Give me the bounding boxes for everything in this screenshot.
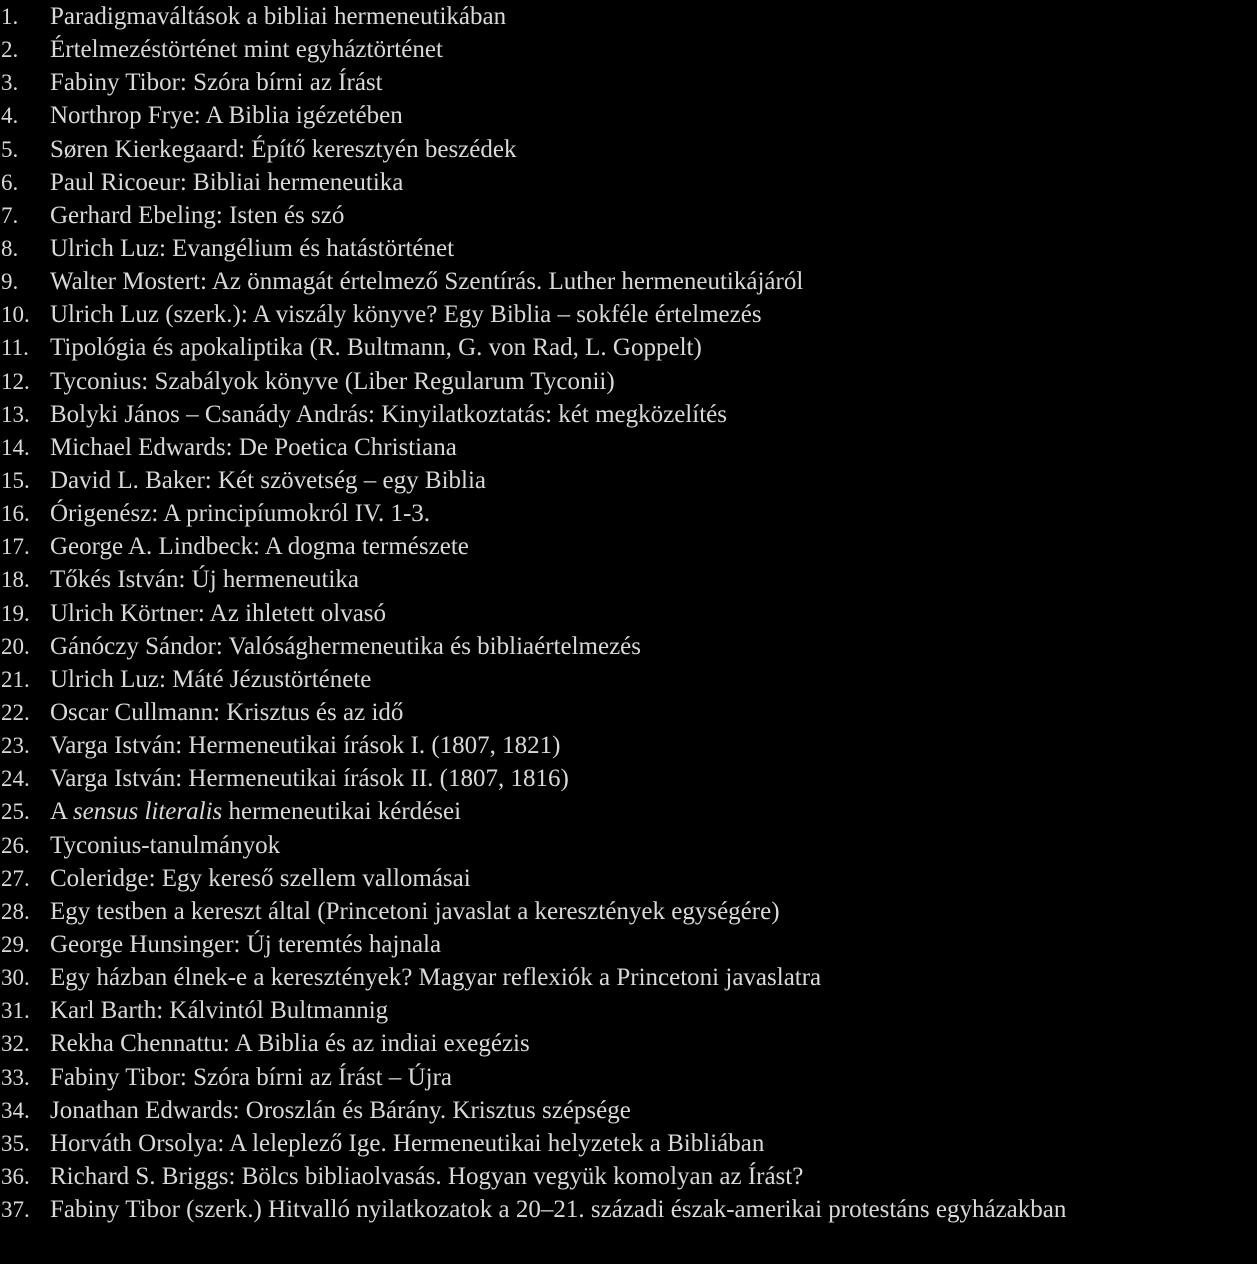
item-number: 11. <box>1 335 29 361</box>
item-title: Fabiny Tibor: Szóra bírni az Írást <box>50 69 383 97</box>
item-number: 22. <box>1 699 30 725</box>
item-number: 7. <box>1 202 19 228</box>
item-number: 27. <box>1 865 30 891</box>
item-title: Rekha Chennattu: A Biblia és az indiai exegézis <box>50 1030 530 1058</box>
item-number: 6. <box>1 169 19 195</box>
item-title: Fabiny Tibor (szerk.) Hitvalló nyilatkozatok a 20–21. századi észak-amerikai protestáns egyházakban <box>50 1196 1067 1224</box>
item-title: Ulrich Luz (szerk.): A viszály könyve? Egy Biblia – sokféle értelmezés <box>50 301 762 329</box>
item-number: 5. <box>1 136 19 162</box>
item-title: Varga István: Hermeneutikai írások II. (1807, 1816) <box>50 765 569 793</box>
item-number: 3. <box>1 70 19 96</box>
item-title: Paradigmaváltások a bibliai hermeneutikában <box>50 3 507 30</box>
item-title-prefix: A <box>50 798 73 826</box>
item-number: 8. <box>1 235 19 261</box>
item-title: Egy házban élnek-e a keresztények? Magyar reflexiók a Princetoni javaslatra <box>50 964 822 992</box>
item-title <box>50 795 461 828</box>
item-number: 12. <box>1 368 30 394</box>
item-number: 4. <box>1 103 19 129</box>
item-title-suffix: hermeneutikai kérdései <box>222 798 462 826</box>
item-number: 31. <box>1 998 30 1024</box>
item-title-italic: sensus literalis <box>72 798 223 826</box>
item-number: 28. <box>1 898 30 924</box>
item-title: Ulrich Körtner: Az ihletett olvasó <box>50 599 387 627</box>
item-number: 16. <box>1 501 30 527</box>
item-title: David L. Baker: Két szövetség – egy Biblia <box>50 466 486 494</box>
item-title: Értelmezéstörténet mint egyháztörténet <box>50 36 443 64</box>
item-title: George Hunsinger: Új teremtés hajnala <box>50 930 442 958</box>
item-number: 24. <box>1 766 30 792</box>
item-title: Northrop Frye: A Biblia igézetében <box>50 102 403 130</box>
item-number: 30. <box>1 965 30 991</box>
item-title: Michael Edwards: De Poetica Christiana <box>50 433 457 461</box>
item-title: Gerhard Ebeling: Isten és szó <box>50 201 345 229</box>
item-number: 25. <box>1 799 30 825</box>
item-title: Órigenész: A principíumokról IV. 1-3. <box>50 500 431 528</box>
item-number: 21. <box>1 666 30 692</box>
item-title: George A. Lindbeck: A dogma természete <box>50 533 469 561</box>
item-title: Egy testben a kereszt által (Princetoni javaslat a keresztények egységére) <box>50 897 780 925</box>
item-number: 34. <box>1 1097 30 1123</box>
item-title: Richard S. Briggs: Bölcs bibliaolvasás. Hogyan vegyük komolyan az Írást? <box>50 1162 804 1190</box>
item-number: 9. <box>1 269 19 295</box>
item-title: Gánóczy Sándor: Valósághermeneutika és bibliaértelmezés <box>50 632 641 660</box>
item-number: 32. <box>1 1031 30 1057</box>
item-number: 23. <box>1 733 30 759</box>
item-number: 10. <box>1 302 30 328</box>
item-number: 17. <box>1 534 30 560</box>
item-title: Tyconius: Szabályok könyve (Liber Regularum Tyconii) <box>50 367 615 395</box>
item-number: 14. <box>1 434 30 460</box>
item-title: Søren Kierkegaard: Építő keresztyén beszédek <box>50 135 517 163</box>
item-number: 1. <box>1 4 19 29</box>
item-title: Jonathan Edwards: Oroszlán és Bárány. Krisztus szépsége <box>50 1096 631 1124</box>
item-title: Tipológia és apokaliptika (R. Bultmann, G. von Rad, L. Goppelt) <box>50 334 702 362</box>
item-title: Walter Mostert: Az önmagát értelmező Szentírás. Luther hermeneutikájáról <box>50 268 804 296</box>
item-number: 36. <box>1 1163 30 1189</box>
item-number: 33. <box>1 1064 30 1090</box>
item-title: Ulrich Luz: Evangélium és hatástörténet <box>50 234 455 262</box>
item-number: 29. <box>1 931 30 957</box>
item-title: Tyconius-tanulmányok <box>50 831 281 859</box>
item-title: Paul Ricoeur: Bibliai hermeneutika <box>50 168 404 196</box>
item-title: Tőkés István: Új hermeneutika <box>50 566 359 594</box>
item-title: Karl Barth: Kálvintól Bultmannig <box>50 997 389 1025</box>
item-title: Varga István: Hermeneutikai írások I. (1807, 1821) <box>50 732 561 760</box>
item-title: Coleridge: Egy kereső szellem vallomásai <box>50 864 471 892</box>
item-title: Oscar Cullmann: Krisztus és az idő <box>50 698 404 726</box>
item-number: 2. <box>1 37 19 63</box>
item-title: Fabiny Tibor: Szóra bírni az Írást – Újra <box>50 1063 453 1091</box>
item-number: 13. <box>1 401 30 427</box>
item-number: 26. <box>1 832 30 858</box>
item-number: 18. <box>1 567 30 593</box>
item-title: Bolyki János – Csanády András: Kinyilatkoztatás: két megközelítés <box>50 400 727 428</box>
item-title: Ulrich Luz: Máté Jézustörténete <box>50 665 372 693</box>
item-number: 20. <box>1 633 30 659</box>
item-number: 37. <box>1 1197 30 1223</box>
item-number: 35. <box>1 1130 30 1156</box>
item-title: Horváth Orsolya: A leleplező Ige. Hermeneutikai helyzetek a Bibliában <box>50 1129 765 1157</box>
item-number: 19. <box>1 600 30 626</box>
item-number: 15. <box>1 467 30 493</box>
